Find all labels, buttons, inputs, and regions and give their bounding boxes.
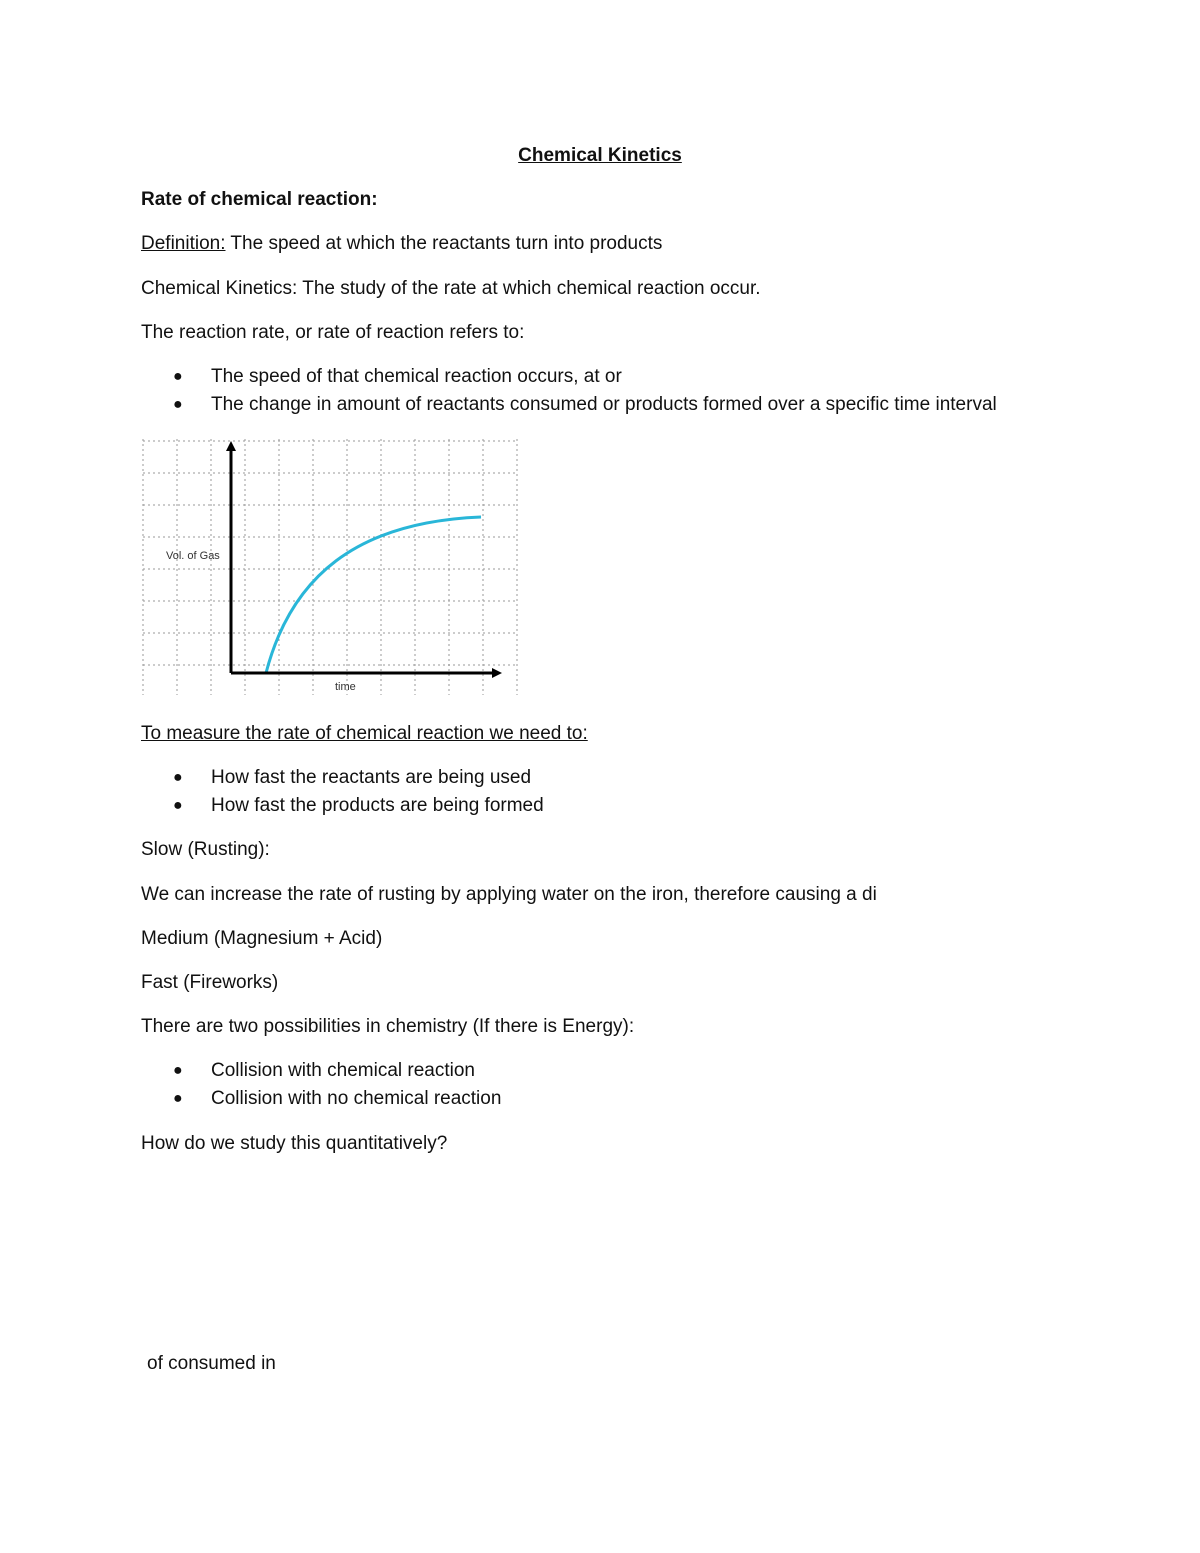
bullet-icon: ● <box>173 396 183 413</box>
rusting-text: We can increase the rate of rusting by applying water on the iron, therefore causing a di <box>141 884 877 905</box>
definition-text: The speed at which the reactants turn into products <box>225 233 663 254</box>
list-item-text: Collision with no chemical reaction <box>211 1088 502 1109</box>
fast-line: Fast (Fireworks) <box>141 972 279 993</box>
bullet-icon: ● <box>173 769 183 786</box>
list-item-text: How fast the reactants are being used <box>211 767 532 788</box>
gas-volume-figure <box>141 437 521 699</box>
x-axis-arrow-icon <box>492 668 502 678</box>
page-title: Chemical Kinetics <box>518 145 682 166</box>
possibilities-line: There are two possibilities in chemistry (If there is Energy): <box>141 1016 635 1037</box>
rate-refers-line: The reaction rate, or rate of reaction refers to: <box>141 322 525 343</box>
bullet-icon: ● <box>173 1090 183 1107</box>
y-axis-arrow-icon <box>226 441 236 451</box>
list-item-text: Collision with chemical reaction <box>211 1060 475 1081</box>
definition-label: Definition: <box>141 233 226 254</box>
rate-heading: Rate of chemical reaction: <box>141 189 378 210</box>
list-item-text: The speed of that chemical reaction occurs, at or <box>211 366 622 387</box>
list-item-text: How fast the products are being formed <box>211 795 544 816</box>
y-axis-label: Vol. of Gas <box>166 550 220 562</box>
bullet-icon: ● <box>173 797 183 814</box>
question-line: How do we study this quantitatively? <box>141 1133 448 1154</box>
x-axis-label: time <box>335 681 356 693</box>
slow-heading: Slow (Rusting): <box>141 839 270 860</box>
list-item-text: The change in amount of reactants consumed or products formed over a specific time interval <box>211 394 997 415</box>
bullet-icon: ● <box>173 368 183 385</box>
definition-line <box>141 233 662 255</box>
kinetics-label: Chemical Kinetics: <box>141 278 298 299</box>
footer-fragment: of consumed in <box>147 1353 276 1374</box>
bullet-icon: ● <box>173 1062 183 1079</box>
kinetics-line <box>141 278 761 300</box>
kinetics-text: The study of the rate at which chemical reaction occur. <box>297 278 761 299</box>
measure-heading: To measure the rate of chemical reaction we need to: <box>141 723 588 744</box>
medium-line: Medium (Magnesium + Acid) <box>141 928 383 949</box>
